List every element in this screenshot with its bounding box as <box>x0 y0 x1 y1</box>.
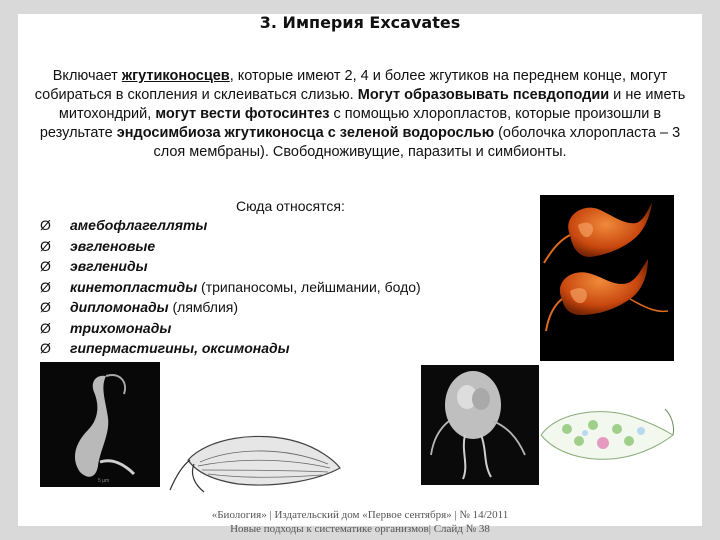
intro-text: и не иметь митохондрий, <box>58 87 686 122</box>
groups-list <box>40 215 421 359</box>
intro-text: Включает <box>52 68 122 84</box>
list-item: Ø амебофлагелляты <box>40 215 421 236</box>
slide-title: 3. Империя Excavates <box>259 13 461 32</box>
list-item: Ø эвглениды <box>40 256 421 277</box>
photo-giardia <box>421 365 539 485</box>
bullet-icon: Ø <box>40 237 51 254</box>
photo-orange-flagellates <box>540 195 674 361</box>
intro-term-pseudopodia: Могут образовывать псевдоподии <box>357 87 610 103</box>
list-item: Ø дипломонады (лямблия) <box>40 297 421 318</box>
photo-euglena-drawing <box>537 395 677 475</box>
intro-text: , которые имеют 2, 4 и более жгутиков на переднем конце, могут собираться в скопления и склеиваться слизью. <box>34 68 668 103</box>
intro-paragraph <box>22 67 698 162</box>
list-item: Ø эвгленовые <box>40 236 421 257</box>
intro-term-photosynthesis: могут вести фотосинтез <box>155 106 330 122</box>
list-item: Ø трихомонады <box>40 318 421 339</box>
photo-euglenoid <box>168 420 344 495</box>
bullet-icon: Ø <box>40 278 51 295</box>
intro-text: с помощью хлоропластов, которые произошли в результате <box>39 106 662 141</box>
footer-citation <box>160 508 560 536</box>
list-item: Ø гипермастигины, оксимонады <box>40 338 421 359</box>
photo-trypanosome <box>40 362 160 487</box>
intro-term-endosymbiosis: эндосимбиоза жгутиконосца с зеленой водорослью <box>116 125 495 141</box>
bullet-icon: Ø <box>40 299 51 315</box>
bullet-icon: Ø <box>40 258 51 274</box>
bullet-icon: Ø <box>40 319 51 336</box>
footer-line: «Биология» | Издательский дом «Первое сентября» | № 14/2011 <box>211 509 509 521</box>
footer-line: Новые подходы к систематике организмов| Слайд № 38 <box>230 523 490 535</box>
groups-heading: Сюда относятся: <box>236 198 345 214</box>
scale-label: 5 µm <box>98 478 110 484</box>
list-item: Ø кинетопластиды (трипаносомы, лейшмании, бодо) <box>40 277 421 298</box>
bullet-icon: Ø <box>40 217 51 233</box>
intro-text: (оболочка хлоропласта – 3 слоя мембраны). Свободноживущие, паразиты и симбионты. <box>153 125 681 160</box>
intro-term-flagellates: жгутиконосцев <box>121 68 230 84</box>
bullet-icon: Ø <box>40 340 51 356</box>
